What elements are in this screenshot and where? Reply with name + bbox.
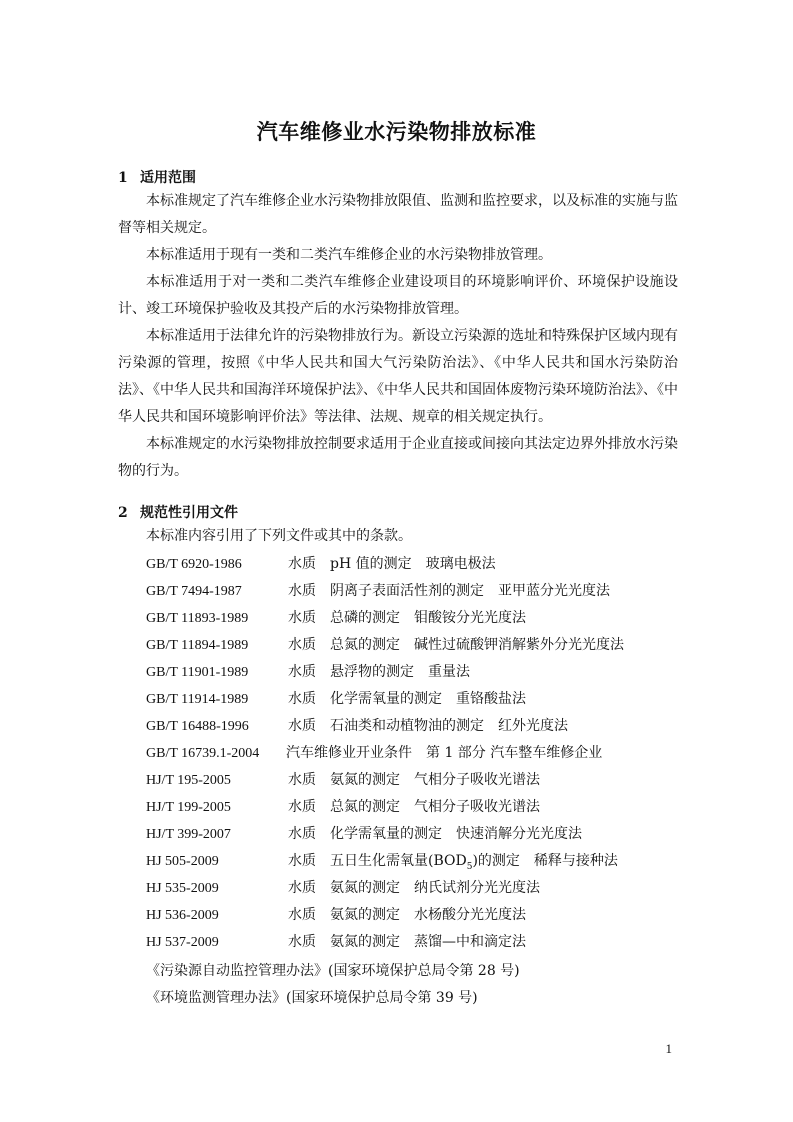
- page-number: 1: [665, 1041, 672, 1056]
- reference-title: 水质 悬浮物的测定 重量法: [288, 664, 470, 680]
- paragraph: 本标准内容引用了下列文件或其中的条款。: [146, 528, 412, 544]
- section-number: 2: [118, 505, 128, 521]
- reference-title: 水质 氨氮的测定 纳氏试剂分光光度法: [288, 880, 540, 896]
- reference-title: 水质 氨氮的测定 气相分子吸收光谱法: [288, 772, 540, 788]
- reference-title: 水质 阴离子表面活性剂的测定 亚甲蓝分光光度法: [288, 583, 610, 599]
- section-heading-normative-references: [118, 502, 238, 522]
- reference-code: HJ 537-2009: [146, 935, 219, 950]
- section-title: 规范性引用文件: [140, 505, 238, 521]
- reference-code: HJ/T 199-2005: [146, 800, 231, 815]
- paragraph: 本标准规定的水污染物排放控制要求适用于企业直接或间接向其法定边界外排放水污染物的行为。: [118, 436, 678, 479]
- reference-code: GB/T 11893-1989: [146, 611, 249, 626]
- reference-title: 水质 总磷的测定 钼酸铵分光光度法: [288, 610, 526, 626]
- reference-title: 水质 化学需氧量的测定 快速消解分光光度法: [288, 826, 582, 842]
- reference-code: HJ 535-2009: [146, 881, 219, 896]
- paragraph: 本标准适用于现有一类和二类汽车维修企业的水污染物排放管理。: [146, 247, 552, 263]
- reference-row: [146, 605, 686, 632]
- page-title: 汽车维修业水污染物排放标准: [256, 120, 537, 144]
- reference-row: [146, 686, 686, 713]
- reference-row: [146, 713, 686, 740]
- reference-title: 水质 氨氮的测定 蒸馏—中和滴定法: [288, 934, 526, 950]
- reference-row: [146, 848, 686, 875]
- reference-row: [146, 794, 686, 821]
- reference-title-prefix: 水质 五日生化需氧量(BOD: [288, 853, 467, 869]
- reference-code: GB/T 11894-1989: [146, 638, 249, 653]
- reference-row: [146, 875, 686, 902]
- reference-title: 水质 总氮的测定 气相分子吸收光谱法: [288, 799, 540, 815]
- reference-code: HJ/T 399-2007: [146, 827, 231, 842]
- section-heading-scope: [118, 167, 196, 187]
- reference-code: GB/T 11901-1989: [146, 665, 249, 680]
- reference-code: HJ 536-2009: [146, 908, 219, 923]
- reference-title: 水质 总氮的测定 碱性过硫酸钾消解紫外分光光度法: [288, 637, 624, 653]
- reference-title: [288, 853, 618, 872]
- reference-code: GB/T 16739.1-2004: [146, 746, 260, 761]
- reference-title: 水质 石油类和动植物油的测定 红外光度法: [288, 718, 568, 734]
- regulation-list: [146, 958, 520, 1012]
- reference-row: [146, 767, 686, 794]
- reference-row: [146, 632, 686, 659]
- paragraph: 本标准适用于对一类和二类汽车维修企业建设项目的环境影响评价、环境保护设施设计、竣工环境保护验收及其投产后的水污染物排放管理。: [118, 274, 678, 317]
- reference-list: [146, 551, 686, 956]
- reference-title: 水质 氨氮的测定 水杨酸分光光度法: [288, 907, 526, 923]
- reference-title: 汽车维修业开业条件 第 1 部分 汽车整车维修企业: [286, 745, 603, 761]
- reference-title: 水质 pH 值的测定 玻璃电极法: [288, 556, 496, 572]
- reference-code: GB/T 16488-1996: [146, 719, 249, 734]
- regulation-item: 《环境监测管理办法》(国家环境保护总局令第 39 号): [146, 990, 478, 1006]
- reference-title: 水质 化学需氧量的测定 重铬酸盐法: [288, 691, 526, 707]
- regulation-item: 《污染源自动监控管理办法》(国家环境保护总局令第 28 号): [146, 963, 520, 979]
- reference-code: GB/T 11914-1989: [146, 692, 249, 707]
- paragraph: 本标准适用于法律允许的污染物排放行为。新设立污染源的选址和特殊保护区域内现有污染源的管理，按照《中华人民共和国大气污染防治法》、《中华人民共和国水污染防治法》、《中华人民共和国海洋环境保护法》、《中华人民共和国固体废物污染环境防治法》、《中华人民共和国环境影响评价法》等法律、法规、规章的相关规定执行。: [118, 328, 678, 425]
- reference-row: [146, 578, 686, 605]
- reference-code: GB/T 6920-1986: [146, 557, 242, 572]
- reference-row: [146, 659, 686, 686]
- reference-title-suffix: )的测定 稀释与接种法: [472, 853, 618, 869]
- reference-code: HJ/T 195-2005: [146, 773, 231, 788]
- reference-row: [146, 929, 686, 956]
- section-number: 1: [118, 170, 128, 186]
- section-title: 适用范围: [140, 170, 196, 186]
- reference-title-subscript: 5: [466, 861, 473, 872]
- reference-code: HJ 505-2009: [146, 854, 219, 869]
- reference-row: [146, 902, 686, 929]
- paragraph: 本标准规定了汽车维修企业水污染物排放限值、监测和监控要求，以及标准的实施与监督等相关规定。: [118, 193, 678, 236]
- reference-code: GB/T 7494-1987: [146, 584, 242, 599]
- reference-row: [146, 740, 686, 767]
- reference-row: [146, 821, 686, 848]
- reference-row: [146, 551, 686, 578]
